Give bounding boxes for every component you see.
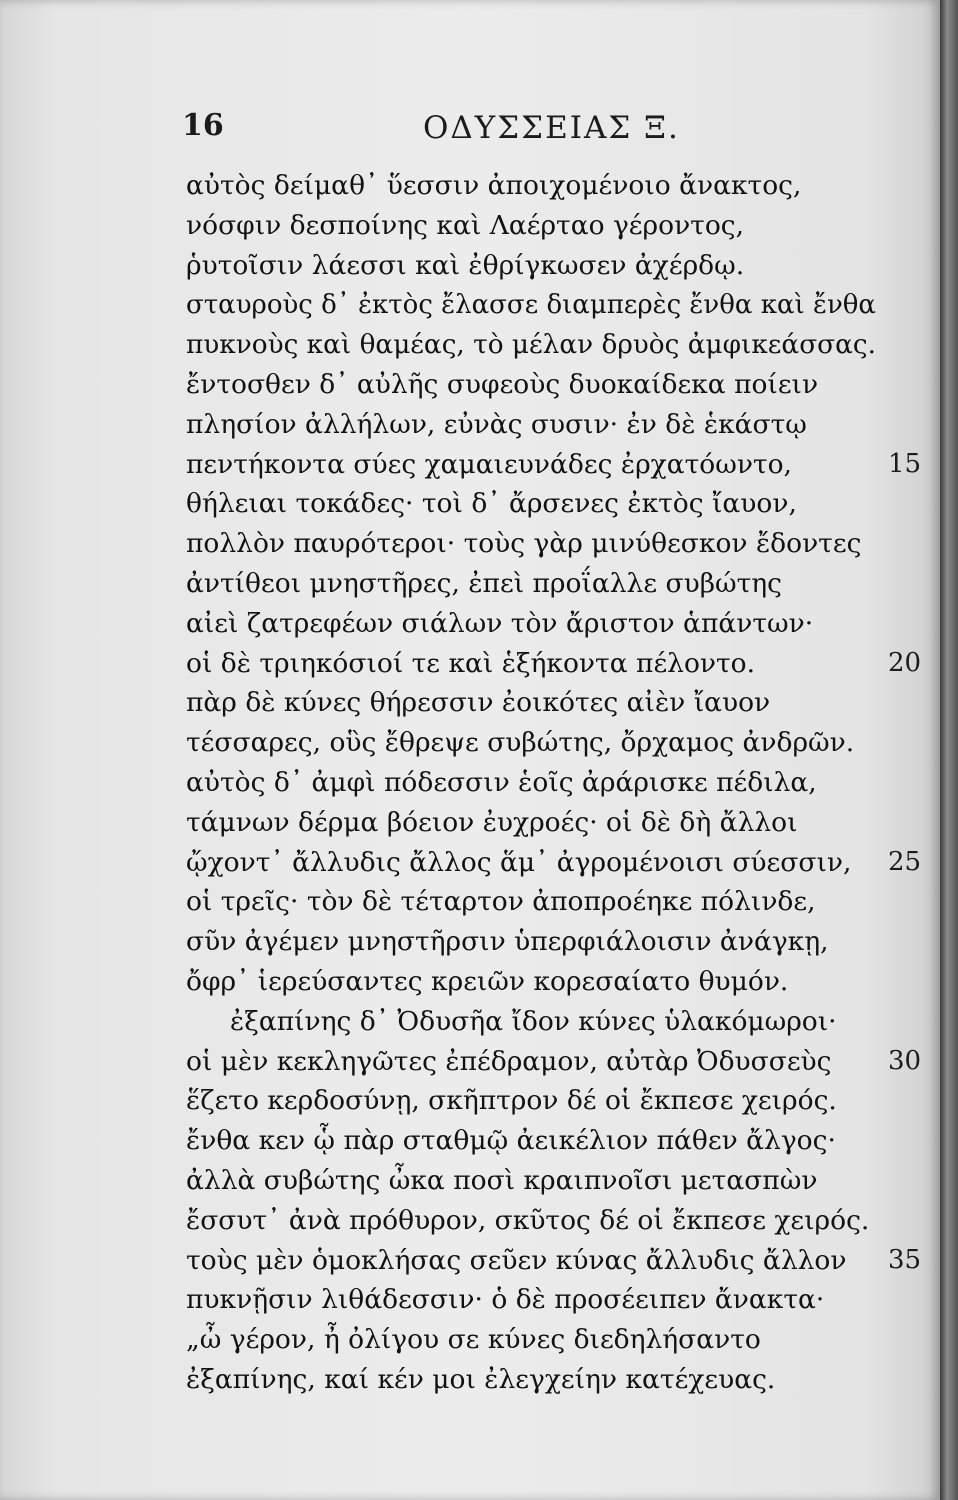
verse-line bbox=[186, 484, 866, 524]
running-title: ΟΔΥΣΣΕΙΑΣ Ξ. bbox=[423, 110, 680, 146]
line-number: 25 bbox=[888, 846, 922, 877]
verse-line bbox=[186, 524, 866, 564]
verse-text: ἔντοσθεν δ᾽ αὐλῆς συφεοὺς δυοκαίδεκα ποίειν bbox=[186, 368, 819, 400]
verse-text: πυκνῇσιν λιθάδεσσιν· ὁ δὲ προσέειπεν ἄνακτα· bbox=[186, 1284, 825, 1316]
verse-line bbox=[186, 166, 866, 206]
verse-line bbox=[186, 246, 866, 286]
verse-text: „ὦ γέρον, ἦ ὀλίγου σε κύνες διεδηλήσαντο bbox=[186, 1324, 761, 1356]
line-number: 30 bbox=[888, 1045, 922, 1076]
verse-text: πυκνοὺς καὶ θαμέας, τὸ μέλαν δρυὸς ἀμφικεάσσας. bbox=[186, 329, 876, 361]
verse-line bbox=[186, 206, 866, 246]
verse-text: σῦν ἀγέμεν μνηστῆρσιν ὑπερφιάλοισιν ἀνάγκῃ, bbox=[186, 926, 829, 958]
verse-line bbox=[186, 763, 866, 803]
verse-line bbox=[186, 285, 876, 325]
verse-text: νόσφιν δεσποίνης καὶ Λαέρταο γέροντος, bbox=[186, 209, 745, 241]
line-number: 35 bbox=[888, 1244, 922, 1275]
verse-text: τοὺς μὲν ὁμοκλήσας σεῦεν κύνας ἄλλυδις ἄλλον bbox=[186, 1244, 847, 1276]
verse-text: ᾤχοντ᾽ ἄλλυδις ἄλλος ἅμ᾽ ἀγρομένοισι σύεσσιν, bbox=[186, 846, 852, 878]
verse-text: ἔνθα κεν ᾧ πὰρ σταθμῷ ἀεικέλιον πάθεν ἄλγος· bbox=[186, 1125, 836, 1157]
verse-line bbox=[186, 1161, 866, 1201]
verse-line bbox=[186, 405, 866, 445]
page-header bbox=[0, 108, 940, 158]
verse-text: ἔσσυτ᾽ ἀνὰ πρόθυρον, σκῦτος δέ οἱ ἔκπεσε χειρός. bbox=[186, 1204, 870, 1236]
verse-text: ἀλλὰ συβώτης ὦκα ποσὶ κραιπνοῖσι μετασπὼν bbox=[186, 1164, 818, 1196]
verse-line bbox=[186, 922, 866, 962]
verse-line bbox=[186, 325, 876, 365]
verse-text: τάμνων δέρμα βόειον ἐυχροές· οἱ δὲ δὴ ἄλλοι bbox=[186, 806, 798, 838]
verse-line bbox=[186, 1320, 866, 1360]
page-edge bbox=[940, 0, 958, 1500]
line-number: 20 bbox=[888, 647, 922, 678]
verse-text: πλησίον ἀλλήλων, εὐνὰς συσιν· ἐν δὲ ἑκάστῳ bbox=[186, 408, 807, 440]
line-number: 15 bbox=[888, 448, 922, 479]
verse-line bbox=[186, 604, 866, 644]
verse-line bbox=[186, 683, 866, 723]
verse-line bbox=[186, 1042, 922, 1082]
verse-line bbox=[186, 1241, 922, 1281]
verse-text: αὐτὸς δ᾽ ἀμφὶ πόδεσσιν ἑοῖς ἀράρισκε πέδιλα, bbox=[186, 766, 817, 798]
verse-text: αὐτὸς δείμαθ᾽ ὕεσσιν ἀποιχομένοιο ἄνακτος, bbox=[186, 170, 802, 201]
verse-line bbox=[186, 445, 922, 485]
verse-text: ἐξαπίνης δ᾽ Ὀδυσῆα ἴδον κύνες ὑλακόμωροι· bbox=[230, 1005, 837, 1037]
page-number: 16 bbox=[182, 108, 224, 143]
verse-text: ἕζετο κερδοσύνῃ, σκῆπτρον δέ οἱ ἔκπεσε χειρός. bbox=[186, 1085, 837, 1117]
verse-text: ἐξαπίνης, καί κέν μοι ἐλεγχείην κατέχευας. bbox=[186, 1363, 776, 1395]
verse-text: ὄφρ᾽ ἱερεύσαντες κρειῶν κορεσαίατο θυμόν. bbox=[186, 965, 789, 997]
verse-line bbox=[186, 843, 922, 883]
verse-line bbox=[186, 962, 866, 1002]
verse-text: οἱ δὲ τριηκόσιοί τε καὶ ἑξήκοντα πέλοντο. bbox=[186, 647, 756, 679]
verse-text: πολλὸν παυρότεροι· τοὺς γὰρ μινύθεσκον ἔδοντες bbox=[186, 528, 862, 560]
verse-line bbox=[186, 723, 866, 763]
verse-text: τέσσαρες, οὓς ἔθρεψε συβώτης, ὄρχαμος ἀνδρῶν. bbox=[186, 727, 855, 759]
verse-line bbox=[186, 1360, 866, 1400]
verse-text: ῥυτοῖσιν λάεσσι καὶ ἐθρίγκωσεν ἀχέρδῳ. bbox=[186, 249, 745, 281]
verse-text: οἱ μὲν κεκληγῶτες ἐπέδραμον, αὐτὰρ Ὀδυσσεὺς bbox=[186, 1045, 832, 1077]
verse-text: πεντήκοντα σύες χαμαιευνάδες ἐρχατόωντο, bbox=[186, 448, 792, 480]
verse-block bbox=[186, 166, 922, 1400]
verse-line bbox=[186, 882, 866, 922]
verse-line bbox=[186, 1002, 866, 1042]
verse-line bbox=[186, 564, 866, 604]
verse-text: πὰρ δὲ κύνες θήρεσσιν ἐοικότες αἰὲν ἴαυον bbox=[186, 687, 771, 719]
verse-line bbox=[186, 1121, 866, 1161]
verse-text: θήλειαι τοκάδες· τοὶ δ᾽ ἄρσενες ἐκτὸς ἴαυον, bbox=[186, 488, 797, 520]
verse-line bbox=[186, 644, 922, 684]
verse-text: αἰεὶ ζατρεφέων σιάλων τὸν ἄριστον ἁπάντων· bbox=[186, 607, 814, 639]
verse-text: ἀντίθεοι μνηστῆρες, ἐπεὶ προΐαλλε συβώτης bbox=[186, 567, 783, 599]
verse-line bbox=[186, 803, 866, 843]
verse-text: σταυροὺς δ᾽ ἐκτὸς ἔλασσε διαμπερὲς ἔνθα καὶ ἔνθα bbox=[186, 289, 876, 321]
verse-line bbox=[186, 1081, 866, 1121]
verse-line bbox=[186, 1201, 870, 1241]
verse-text: οἱ τρεῖς· τὸν δὲ τέταρτον ἀποπροέηκε πόλινδε, bbox=[186, 886, 816, 918]
verse-line bbox=[186, 1280, 866, 1320]
verse-line bbox=[186, 365, 866, 405]
